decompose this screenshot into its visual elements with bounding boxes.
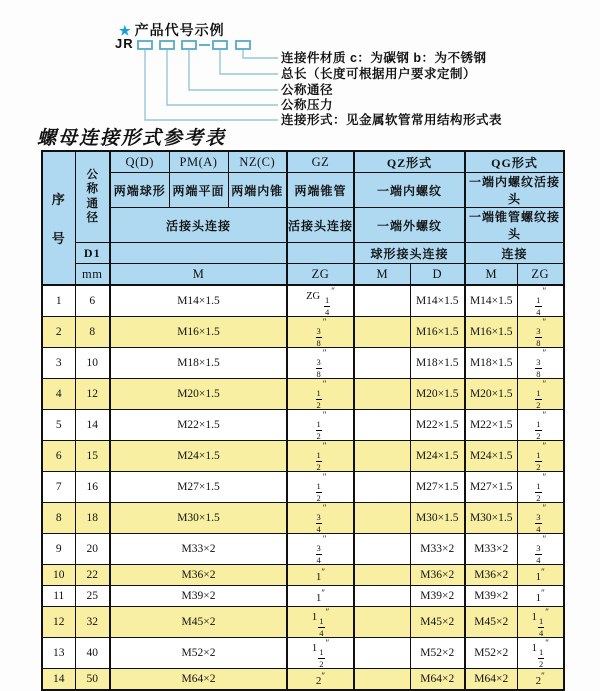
table-row xyxy=(42,285,564,317)
gz-size-value: $\frac{1}{2}$ ″ xyxy=(287,472,354,503)
table-row xyxy=(42,669,564,691)
qz-d-value: M33×2 xyxy=(410,534,465,565)
qg-m-value: M18×1.5 xyxy=(465,348,517,379)
qz-m-value xyxy=(354,379,410,410)
qg-m-value: M22×1.5 xyxy=(465,410,517,441)
qg-zg-value: $\frac{3}{8}$ ″ xyxy=(517,317,564,348)
m-thread-value: M24×1.5 xyxy=(110,441,287,472)
gz-size-value: 2″ xyxy=(287,669,354,691)
dn-value: 15 xyxy=(75,441,110,472)
dn-value: 6 xyxy=(75,285,110,317)
qz-d-value: M22×1.5 xyxy=(410,410,465,441)
m-thread-value: M27×1.5 xyxy=(110,472,287,503)
table-row xyxy=(42,379,564,410)
dn-value: 8 xyxy=(75,317,110,348)
header-qz-d: D xyxy=(410,264,465,286)
connector-line xyxy=(189,50,278,90)
m-thread-value: M18×1.5 xyxy=(110,348,287,379)
header-group-qz: QZ形式 xyxy=(354,151,465,173)
connector-line xyxy=(243,50,278,58)
code-label-material: 连接件材质 c：为碳钢 b：为不锈钢 xyxy=(281,51,487,65)
dn-value: 22 xyxy=(75,565,110,586)
header-qg-conn: 连接 xyxy=(465,243,564,264)
header-group-qg: QG形式 xyxy=(465,151,564,173)
qz-d-value: M18×1.5 xyxy=(410,348,465,379)
m-thread-value: M14×1.5 xyxy=(110,285,287,317)
gz-size-value: 1″ xyxy=(287,586,354,607)
table-row xyxy=(42,441,564,472)
qz-d-value: M30×1.5 xyxy=(410,503,465,534)
qg-m-value: M24×1.5 xyxy=(465,441,517,472)
code-box xyxy=(160,41,174,49)
qg-zg-value: $\frac{3}{4}$ ″ xyxy=(517,534,564,565)
qg-m-value: M64×2 xyxy=(465,669,517,691)
row-number: 12 xyxy=(42,607,75,638)
header-nzc-desc: 两端内锥 xyxy=(228,173,287,208)
qg-m-value: M14×1.5 xyxy=(465,285,517,317)
product-code-heading-text: 产品代号示例 xyxy=(134,22,225,38)
header-blank-left xyxy=(110,243,287,264)
header-qz-conn: 球形接头连接 xyxy=(354,243,465,264)
qz-d-value: M52×2 xyxy=(410,638,465,669)
qz-d-value: M64×2 xyxy=(410,669,465,691)
header-d1: D1 xyxy=(75,243,110,264)
table-title: 螺母连接形式参考表 xyxy=(37,128,227,149)
qg-m-value: M27×1.5 xyxy=(465,472,517,503)
header-qd-desc: 两端球形 xyxy=(110,173,169,208)
qz-m-value xyxy=(354,317,410,348)
qg-m-value: M52×2 xyxy=(465,638,517,669)
gz-size-value: $\frac{3}{8}$ ″ xyxy=(287,348,354,379)
gz-size-value: $\frac{1}{2}$ ″ xyxy=(287,410,354,441)
qz-m-value xyxy=(354,534,410,565)
dn-value: 40 xyxy=(75,638,110,669)
code-label-length: 总长（长度可根据用户要求定制） xyxy=(281,67,477,81)
qg-zg-value: $\frac{3}{4}$ ″ xyxy=(517,503,564,534)
qg-m-value: M39×2 xyxy=(465,586,517,607)
header-group-nzc: NZ(C) xyxy=(228,151,287,173)
header-qz-m: M xyxy=(354,264,410,286)
code-label-connection: 连接形式：见金属软管常用结构形式表 xyxy=(281,113,503,127)
header-seq: 序 号 xyxy=(42,151,75,285)
qz-d-value: M24×1.5 xyxy=(410,441,465,472)
qz-m-value xyxy=(354,348,410,379)
qg-zg-value: 1″ xyxy=(517,586,564,607)
qz-m-value xyxy=(354,607,410,638)
code-label-pressure: 公称压力 xyxy=(281,98,334,112)
header-qg-m: M xyxy=(465,264,517,286)
connector-line xyxy=(145,50,278,120)
header-row-4 xyxy=(42,243,564,264)
row-number: 5 xyxy=(42,410,75,441)
qg-m-value: M16×1.5 xyxy=(465,317,517,348)
qz-m-value xyxy=(354,285,410,317)
header-qg-zg: ZG xyxy=(517,264,564,286)
qg-zg-value: $\frac{1}{2}$ ″ xyxy=(517,379,564,410)
m-thread-value: M20×1.5 xyxy=(110,379,287,410)
dn-value: 20 xyxy=(75,534,110,565)
qg-zg-value: $\frac{1}{4}$ ″ xyxy=(517,285,564,317)
dn-value: 50 xyxy=(75,669,110,691)
dn-value: 16 xyxy=(75,472,110,503)
gz-size-value: $\frac{1}{2}$ ″ xyxy=(287,441,354,472)
qg-zg-value: 2″ xyxy=(517,669,564,691)
table-row xyxy=(42,348,564,379)
m-thread-value: M30×1.5 xyxy=(110,503,287,534)
qz-d-value: M36×2 xyxy=(410,565,465,586)
m-thread-value: M52×2 xyxy=(110,638,287,669)
qz-d-value: M45×2 xyxy=(410,607,465,638)
table-row xyxy=(42,317,564,348)
qg-zg-value: $\frac{1}{2}$ ″ xyxy=(517,410,564,441)
m-thread-value: M36×2 xyxy=(110,565,287,586)
row-number: 11 xyxy=(42,586,75,607)
code-box xyxy=(182,41,196,49)
qg-zg-value: 1 $\frac{1}{4}$ ″ xyxy=(517,607,564,638)
dn-value: 18 xyxy=(75,503,110,534)
star-icon: ★ xyxy=(119,23,132,38)
gz-size-value: ZG $\frac{1}{4}$ ″ xyxy=(287,285,354,317)
header-blank-gz xyxy=(287,243,354,264)
qz-d-value: M39×2 xyxy=(410,586,465,607)
m-thread-value: M33×2 xyxy=(110,534,287,565)
qz-m-value xyxy=(354,565,410,586)
header-group-gz: GZ xyxy=(287,151,354,173)
m-thread-value: M16×1.5 xyxy=(110,317,287,348)
qg-zg-value: $\frac{1}{2}$ ″ xyxy=(517,472,564,503)
qz-m-value xyxy=(354,503,410,534)
dn-value: 10 xyxy=(75,348,110,379)
qz-d-value: M27×1.5 xyxy=(410,472,465,503)
header-thread-m: M xyxy=(110,264,287,286)
qg-zg-value: $\frac{3}{8}$ ″ xyxy=(517,348,564,379)
gz-size-value: 1″ xyxy=(287,565,354,586)
m-thread-value: M45×2 xyxy=(110,607,287,638)
dn-value: 25 xyxy=(75,586,110,607)
table-header xyxy=(42,151,564,285)
table-row xyxy=(42,586,564,607)
table-row xyxy=(42,607,564,638)
qg-zg-value: $\frac{1}{2}$ ″ xyxy=(517,441,564,472)
gz-size-value: $\frac{3}{4}$ ″ xyxy=(287,503,354,534)
header-union-left: 活接头连接 xyxy=(110,208,287,243)
gz-size-value: 1 $\frac{1}{2}$ ″ xyxy=(287,638,354,669)
header-qz-desc: 一端内螺纹 xyxy=(354,173,465,208)
code-label-diameter: 公称通径 xyxy=(281,83,334,97)
qz-m-value xyxy=(354,586,410,607)
header-qg-desc: 一端内螺纹活接头 xyxy=(465,173,564,208)
table-row xyxy=(42,534,564,565)
row-number: 6 xyxy=(42,441,75,472)
table-row xyxy=(42,410,564,441)
qg-zg-value: 1 $\frac{1}{2}$ ″ xyxy=(517,638,564,669)
table-body xyxy=(42,285,564,690)
header-qg-desc2: 一端锥管螺纹接头 xyxy=(465,208,564,243)
header-pma-desc: 两端平面 xyxy=(169,173,228,208)
header-group-pma: PM(A) xyxy=(169,151,228,173)
qg-m-value: M33×2 xyxy=(465,534,517,565)
gz-size-value: $\frac{1}{2}$ ″ xyxy=(287,379,354,410)
row-number: 13 xyxy=(42,638,75,669)
table-row xyxy=(42,565,564,586)
m-thread-value: M22×1.5 xyxy=(110,410,287,441)
qz-d-value: M20×1.5 xyxy=(410,379,465,410)
header-thread-zg: ZG xyxy=(287,264,354,286)
row-number: 7 xyxy=(42,472,75,503)
gz-size-value: 1 $\frac{1}{4}$ ″ xyxy=(287,607,354,638)
connector-line xyxy=(220,50,278,74)
row-number: 9 xyxy=(42,534,75,565)
header-row-3 xyxy=(42,208,564,243)
row-number: 14 xyxy=(42,669,75,691)
header-dn: 公 称 通 径 xyxy=(75,151,110,243)
qg-m-value: M30×1.5 xyxy=(465,503,517,534)
dn-value: 32 xyxy=(75,607,110,638)
header-unit-mm: mm xyxy=(75,264,110,286)
header-group-qd: Q(D) xyxy=(110,151,169,173)
qg-m-value: M20×1.5 xyxy=(465,379,517,410)
qz-m-value xyxy=(354,472,410,503)
row-number: 10 xyxy=(42,565,75,586)
code-box xyxy=(236,41,250,49)
m-thread-value: M64×2 xyxy=(110,669,287,691)
dn-value: 14 xyxy=(75,410,110,441)
table-row xyxy=(42,503,564,534)
row-number: 4 xyxy=(42,379,75,410)
header-row-2 xyxy=(42,173,564,208)
row-number: 1 xyxy=(42,285,75,317)
qz-m-value xyxy=(354,669,410,691)
qz-m-value xyxy=(354,638,410,669)
header-gz-desc: 两端锥管 xyxy=(287,173,354,208)
qg-zg-value: 1″ xyxy=(517,565,564,586)
qz-d-value: M14×1.5 xyxy=(410,285,465,317)
row-number: 3 xyxy=(42,348,75,379)
row-number: 2 xyxy=(42,317,75,348)
qg-m-value: M36×2 xyxy=(465,565,517,586)
code-prefix: JR xyxy=(115,36,134,51)
gz-size-value: $\frac{3}{4}$ ″ xyxy=(287,534,354,565)
header-qz-desc2: 一端外螺纹 xyxy=(354,208,465,243)
gz-size-value: $\frac{3}{8}$ ″ xyxy=(287,317,354,348)
table-row xyxy=(42,472,564,503)
qz-m-value xyxy=(354,441,410,472)
code-box xyxy=(213,41,227,49)
dn-value: 12 xyxy=(75,379,110,410)
qz-d-value: M16×1.5 xyxy=(410,317,465,348)
qz-m-value xyxy=(354,410,410,441)
table-row xyxy=(42,638,564,669)
qg-m-value: M45×2 xyxy=(465,607,517,638)
row-number: 8 xyxy=(42,503,75,534)
header-union-gz: 活接头连接 xyxy=(287,208,354,243)
code-box xyxy=(138,41,152,49)
nut-connection-table xyxy=(41,150,565,691)
header-row-1 xyxy=(42,151,564,173)
header-row-5 xyxy=(42,264,564,286)
m-thread-value: M39×2 xyxy=(110,586,287,607)
